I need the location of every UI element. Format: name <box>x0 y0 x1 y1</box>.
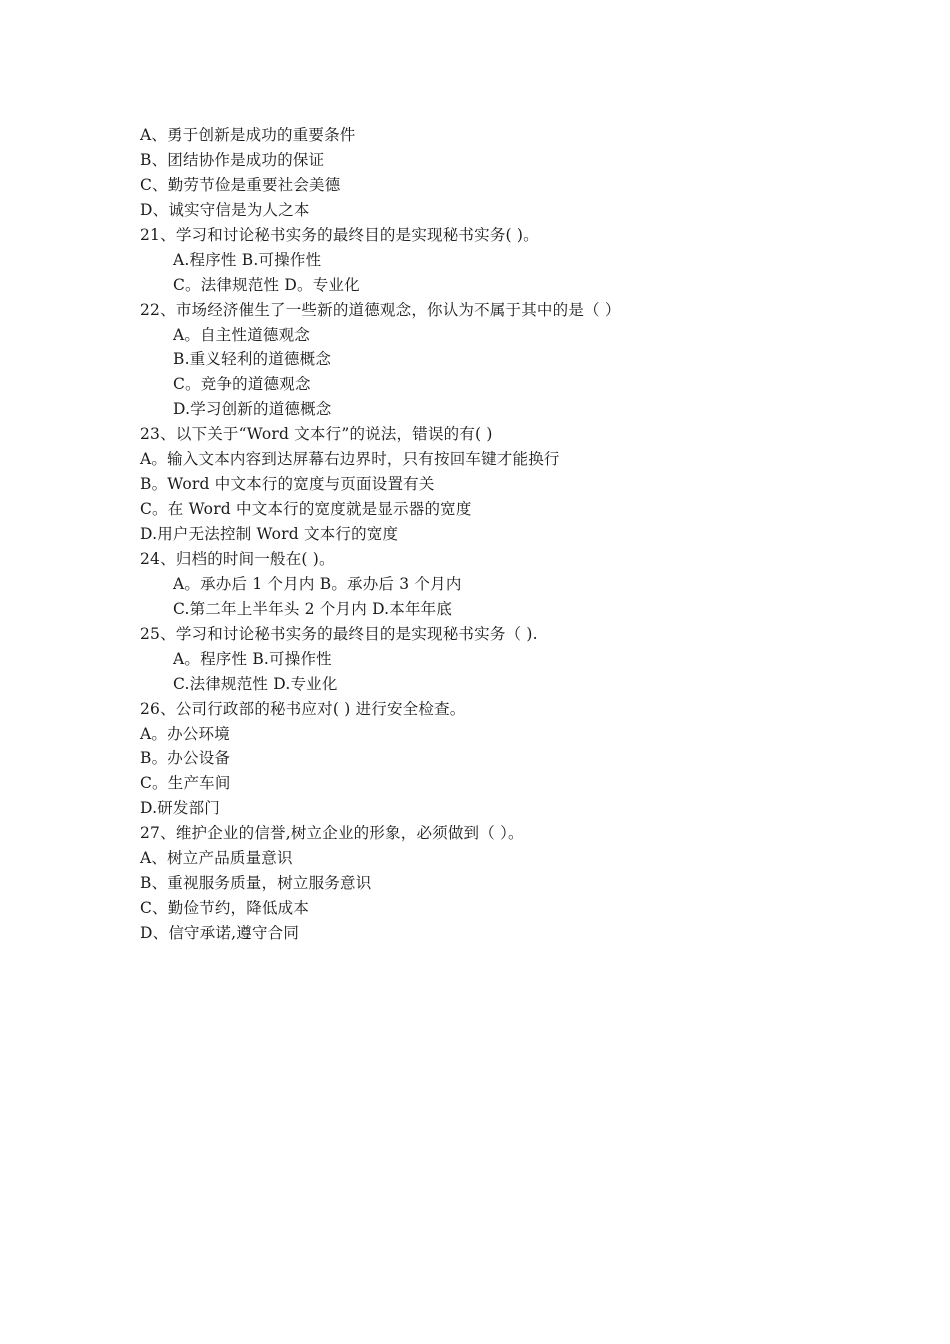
option-line: C。生产车间 <box>140 774 231 793</box>
option-line: A、勇于创新是成功的重要条件 <box>140 126 356 144</box>
option-line: B。Word 中文本行的宽度与页面设置有关 <box>140 475 435 494</box>
question-list <box>140 123 860 946</box>
option-line: A。程序性 B.可操作性 <box>173 649 332 668</box>
question-27: 27、维护企业的信誉,树立企业的形象，必须做到（ ）。 <box>140 824 524 843</box>
option-line: C.第二年上半年头 2 个月内 D.本年年底 <box>173 599 453 618</box>
option-line: A。办公环境 <box>140 724 230 743</box>
option-line: B、团结协作是成功的保证 <box>140 150 325 169</box>
question-24: 24、归档的时间一般在( )。 <box>140 549 335 568</box>
option-line: C。竞争的道德观念 <box>173 375 311 394</box>
option-line: D.学习创新的道德概念 <box>173 400 332 419</box>
option-line: C、勤劳节俭是重要社会美德 <box>140 175 341 194</box>
option-line: D.用户无法控制 Word 文本行的宽度 <box>140 525 399 543</box>
question-25: 25、学习和讨论秘书实务的最终目的是实现秘书实务（ ). <box>140 624 538 643</box>
option-line: A、树立产品质量意识 <box>140 849 293 868</box>
question-26: 26、公司行政部的秘书应对( ) 进行安全检查。 <box>140 699 466 718</box>
question-22: 22、市场经济催生了一些新的道德观念，你认为不属于其中的是（ ） <box>140 300 621 319</box>
option-line: C.法律规范性 D.专业化 <box>173 674 338 693</box>
option-line: C。在 Word 中文本行的宽度就是显示器的宽度 <box>140 500 472 519</box>
option-line: D、信守承诺,遵守合同 <box>140 924 300 942</box>
option-line: A。承办后 1 个月内 B。承办后 3 个月内 <box>173 574 462 593</box>
question-21: 21、学习和讨论秘书实务的最终目的是实现秘书实务( )。 <box>140 225 539 244</box>
option-line: C。法律规范性 D。专业化 <box>173 275 360 294</box>
option-line: B.重义轻利的道德概念 <box>173 350 332 369</box>
option-line: A。输入文本内容到达屏幕右边界时，只有按回车键才能换行 <box>140 450 560 469</box>
question-23: 23、以下关于“Word 文本行”的说法，错误的有( ) <box>140 425 493 444</box>
option-line: A.程序性 B.可操作性 <box>173 250 322 269</box>
option-line: D.研发部门 <box>140 799 221 818</box>
option-line: B、重视服务质量，树立服务意识 <box>140 874 372 893</box>
option-line: B。办公设备 <box>140 749 231 768</box>
option-line: A。自主性道德观念 <box>173 325 310 344</box>
option-line: C、勤俭节约，降低成本 <box>140 899 310 918</box>
option-line: D、诚实守信是为人之本 <box>140 200 310 219</box>
